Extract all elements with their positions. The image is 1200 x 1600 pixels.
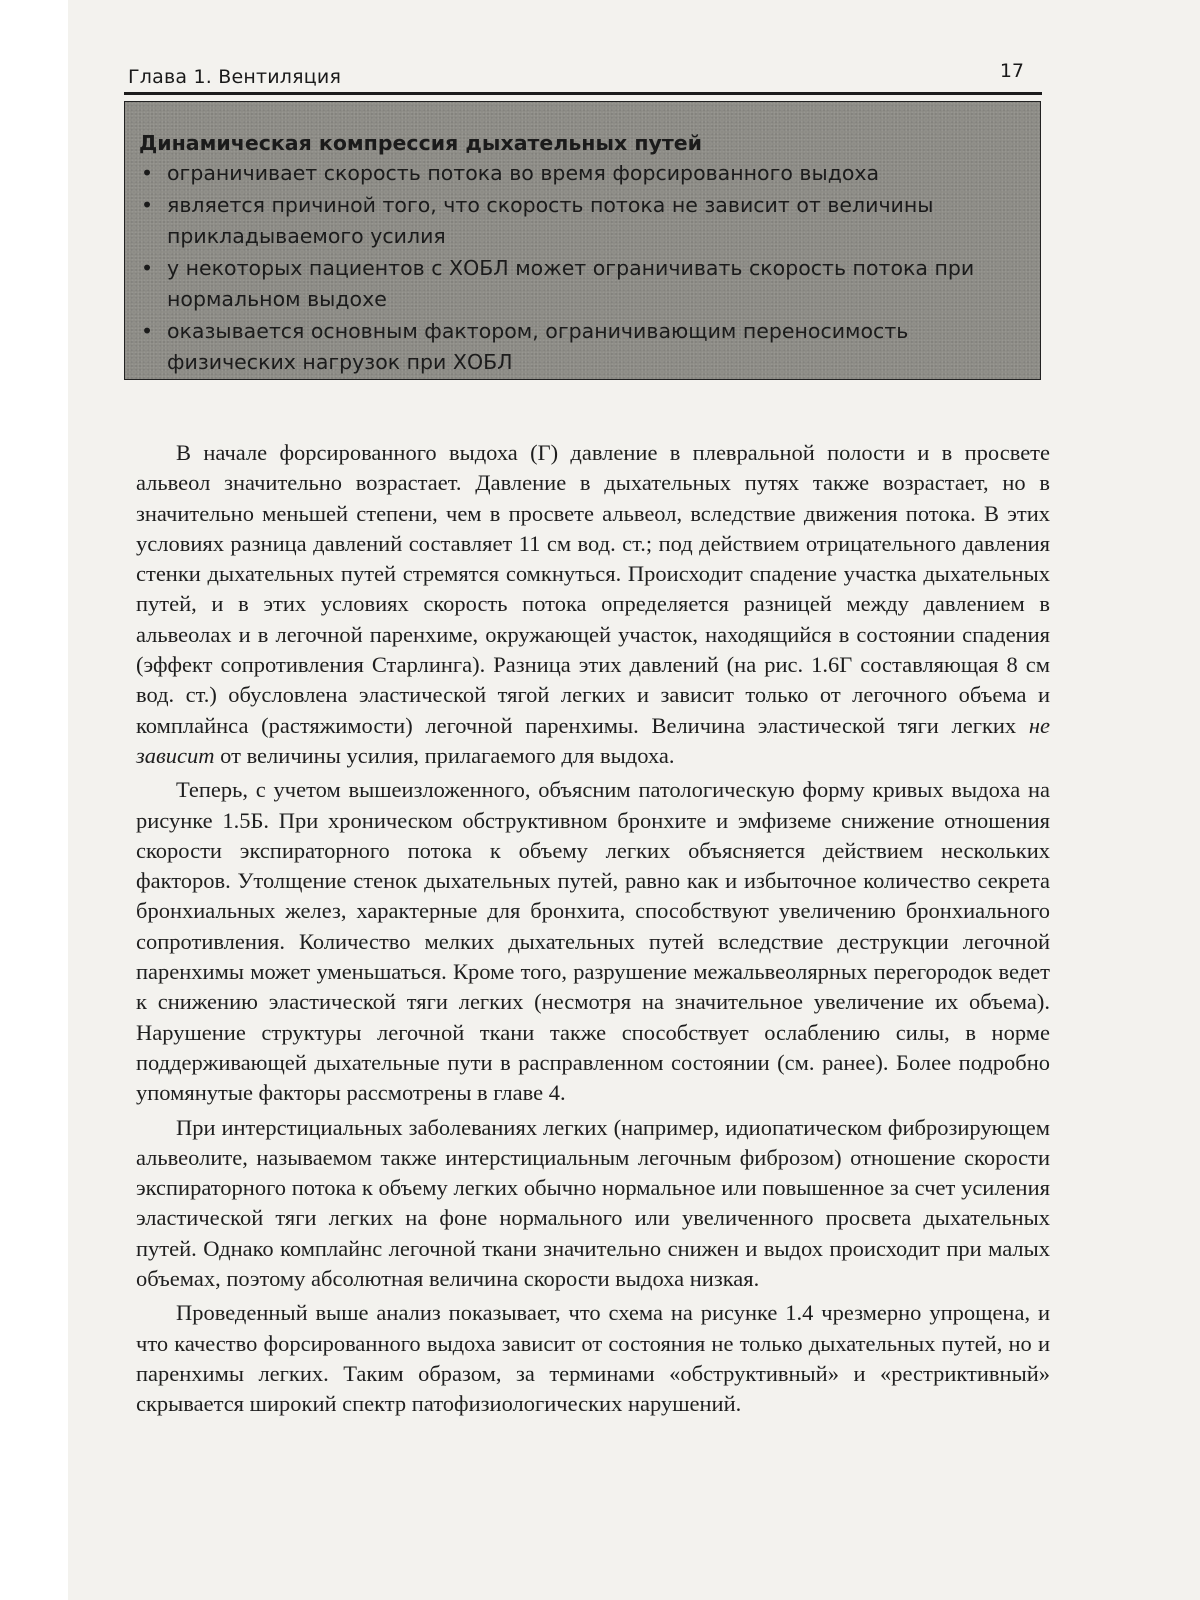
bullet-icon: • bbox=[141, 318, 154, 343]
italic-emphasis: не зависит bbox=[136, 712, 1050, 768]
summary-box-item-text: является причиной того, что скорость потока не зависит от величины прикладываемого усилия bbox=[167, 192, 934, 248]
summary-box-item bbox=[139, 316, 1024, 379]
summary-box-item-text: ограничивает скорость потока во время форсированного выдоха bbox=[167, 161, 880, 185]
summary-box-item bbox=[139, 158, 1024, 190]
paragraph: Проведенный выше анализ показывает, что схема на рисунке 1.4 чрезмерно упрощена, и что качество форсированного выдоха зависит от состояния не только дыхательных путей, но и паренхимы легких. Таким образом, за терминами «обструктивный» и «рестриктивный» скрывается широкий спектр патофизиологических нарушений. bbox=[136, 1300, 1050, 1417]
bullet-icon: • bbox=[141, 192, 154, 217]
bullet-icon: • bbox=[141, 255, 154, 280]
paragraph-text: В начале форсированного выдоха (Г) давление в плевральной полости и в просвете альвеол значительно возрастает. Давление в дыхательных путях также возрастает, но в значительно меньшей степени, чем в просвете альвеол, вследствие движения потока. В этих условиях разница давлений составляет 11 см вод. ст.; под действием отрицательного давления стенки дыхательных путей стремятся сомкнуться. Происходит спадение участка дыхательных путей, и в этих условиях скорость потока определяется разницей между давлением в альвеолах и в легочной паренхиме, окружающей участок, находящийся в состоянии спадения (эффект сопротивления Старлинга). Разница этих давлений (на рис. 1.6Г составляющая 8 см вод. ст.) обусловлена эластической тягой легких и зависит только от легочного объема и комплайнса (растяжимости) легочной паренхимы. Величина эластической тяги легких bbox=[136, 440, 1050, 738]
paragraph: При интерстициальных заболеваниях легких (например, идиопатическом фиброзирующем альвеолите, называемом также интерстициальным легочным фиброзом) отношение скорости экспираторного потока к объему легких обычно нормальное или повышенное за счет усиления эластической тяги легких на фоне нормального или увеличенного просвета дыхательных путей. Однако комплайнс легочной ткани значительно снижен и выдох происходит при малых объемах, поэтому абсолютная величина скорости выдоха низкая. bbox=[136, 1114, 1050, 1292]
header-rule bbox=[124, 92, 1042, 95]
summary-box-list bbox=[139, 158, 1024, 379]
body-text bbox=[136, 438, 1050, 1424]
running-head: Глава 1. Вентиляция bbox=[128, 66, 342, 88]
paragraph-text: от величины усилия, прилагаемого для выдоха. bbox=[214, 742, 675, 768]
summary-box-item-text: у некоторых пациентов с ХОБЛ может ограничивать скорость потока при нормальном выдохе bbox=[167, 255, 975, 311]
page-header bbox=[128, 60, 1040, 94]
summary-box-title: Динамическая компрессия дыхательных путей bbox=[139, 131, 703, 155]
paragraph: Теперь, с учетом вышеизложенного, объясним патологическую форму кривых выдоха на рисунке 1.5Б. При хроническом обструктивном бронхите и эмфиземе снижение отношения скорости экспираторного потока к объему легких объясняется действием нескольких факторов. Утолщение стенок дыхательных путей, равно как и избыточное количество секрета бронхиальных желез, характерные для бронхита, способствуют увеличению бронхиального сопротивления. Количество мелких дыхательных путей вследствие деструкции легочной паренхимы может уменьшаться. Кроме того, разрушение межальвеолярных перегородок ведет к снижению эластической тяги легких (несмотря на значительное увеличение их объема). Нарушение структуры легочной ткани также способствует ослаблению силы, в норме поддерживающей дыхательные пути в расправленном состоянии (см. ранее). Более подробно упомянутые факторы рассмотрены в главе 4. bbox=[136, 777, 1050, 1106]
page-number: 17 bbox=[999, 60, 1024, 82]
summary-box bbox=[124, 101, 1041, 380]
summary-box-item-text: оказывается основным фактором, ограничивающим переносимость физических нагрузок при ХОБЛ bbox=[167, 318, 909, 374]
paragraph bbox=[136, 438, 1050, 771]
summary-box-item bbox=[139, 190, 1024, 253]
bullet-icon: • bbox=[141, 161, 154, 185]
summary-box-item bbox=[139, 253, 1024, 316]
